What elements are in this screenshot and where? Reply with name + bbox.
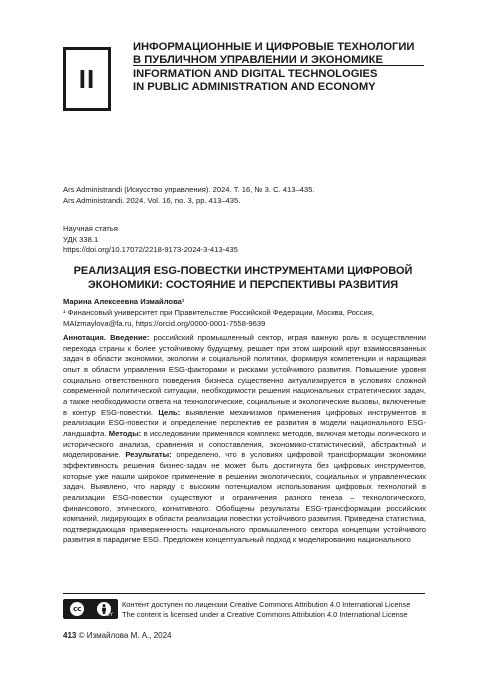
results-label: Результаты: bbox=[125, 450, 172, 460]
section-title-en-line2: IN PUBLIC ADMINISTRATION AND ECONOMY bbox=[133, 81, 376, 93]
section-title-ru-line1: ИНФОРМАЦИОННЫЕ И ЦИФРОВЫЕ ТЕХНОЛОГИИ bbox=[133, 41, 415, 53]
section-title-ru bbox=[133, 41, 433, 67]
article-type: Научная статья bbox=[63, 224, 118, 233]
author-name: Марина Алексеевна Измайлова¹ bbox=[63, 297, 185, 306]
intro-label: Введение: bbox=[110, 333, 150, 342]
section-title-en bbox=[133, 68, 433, 94]
cc-license-badge[interactable] bbox=[63, 599, 118, 619]
citation-en: Ars Administrandi. 2024. Vol. 16, no. 3, pp. 413–435. bbox=[63, 195, 241, 205]
abstract bbox=[63, 333, 426, 546]
goal-text: выявление механизмов применения цифровых инструментов в реализации ESG-повестки и определение перспектив ее развития в модели национального ESG-ландшафта. bbox=[63, 407, 426, 438]
license-ru: Контент доступен по лицензии Creative Commons Attribution 4.0 International License bbox=[122, 600, 411, 609]
abstract-label: Аннотация. bbox=[63, 333, 106, 342]
results-text: определено, что в условиях цифровой трансформации экономики эффективность решения бизнес-задач не может быть достигнута без цифровых инструментов, которые уже нашли широкое применение в решении экологических, социальных и управленческих задач. Выявлено, что наряду с высоким потенциалом использования цифровых технологий в реализации ESG-повестки существуют и ограничения разного генеза – технологического, финансового, этического, когнитивного. Обобщены результаты ESG-трансформации российских компаний, лидирующих в области реализации повестки устойчивого развития. Приведена статистика, подтверждающая приверженность национального промышленного сектора концепции устойчивого развития в парадигме ESG. Предложен концептуальный подход к моделированию национального bbox=[63, 450, 426, 545]
license-en: The content is licensed under a Creative Commons Attribution 4.0 International License bbox=[122, 610, 408, 619]
methods-label: Методы: bbox=[108, 428, 142, 438]
intro-text: российский промышленный сектор, играя важную роль в осуществлении перехода страны к более устойчивому будущему, решает при этом широкий круг взаимосвязанных задач в области экономики, экологии и социальной политики, формируя компетенции и наращивая опыт в области управления ESG-факторами и рисками устойчивого развития. Повышение уровня социально ответственного поведения бизнеса существенно актуализируется в условиях сложной современной политической ситуации, необходимости решения национальных стратегических задач, а также необходимости ответа на технологические, социальные и экологические вызовы, включенные в контур ESG-повестки. bbox=[63, 333, 426, 417]
methods-text: в исследовании применялся комплекс методов, включая методы логического и исторического анализа, сравнения и сопоставления, экономико-статистический, абстрактный и моделирование. bbox=[63, 428, 426, 460]
goal-label: Цель: bbox=[158, 407, 181, 417]
section-number-box bbox=[63, 47, 111, 111]
page-footer bbox=[63, 631, 172, 640]
cc-by-label: BY bbox=[106, 612, 113, 618]
affiliation bbox=[63, 308, 423, 329]
article-meta bbox=[63, 224, 423, 256]
article-title bbox=[63, 264, 423, 292]
copyright: © Измайлова М. А., 2024 bbox=[78, 631, 172, 640]
article-title-line1: РЕАЛИЗАЦИЯ ESG-ПОВЕСТКИ ИНСТРУМЕНТАМИ ЦИФРОВОЙ bbox=[73, 265, 413, 277]
section-title-ru-line2: В ПУБЛИЧНОМ УПРАВЛЕНИИ И ЭКОНОМИКЕ bbox=[133, 54, 383, 66]
affiliation-contacts[interactable]: MAIzmaylova@fa.ru, https://orcid.org/0000-0001-7558-9639 bbox=[63, 318, 266, 328]
doi-link[interactable]: https://doi.org/10.17072/2218-9173-2024-3-413-435 bbox=[63, 245, 238, 255]
citation-ru: Ars Administrandi (Искусство управления). 2024. Т. 16, № 3. С. 413–435. bbox=[63, 185, 315, 194]
license-text bbox=[122, 600, 422, 620]
udc-code: УДК 338.1 bbox=[63, 234, 99, 244]
section-title-divider bbox=[133, 65, 424, 66]
section-numeral: II bbox=[78, 63, 96, 94]
article-title-line2: ЭКОНОМИКИ: СОСТОЯНИЕ И ПЕРСПЕКТИВЫ РАЗВИТИЯ bbox=[87, 279, 399, 291]
affiliation-line1: ¹ Финансовый университет при Правительстве Российской Федерации, Москва, Россия, bbox=[63, 308, 374, 317]
citation-block bbox=[63, 185, 423, 206]
cc-icon: cc bbox=[70, 602, 84, 616]
page-number: 413 bbox=[63, 631, 77, 640]
section-title-en-line1: INFORMATION AND DIGITAL TECHNOLOGIES bbox=[133, 68, 378, 80]
footer-divider bbox=[63, 593, 425, 594]
